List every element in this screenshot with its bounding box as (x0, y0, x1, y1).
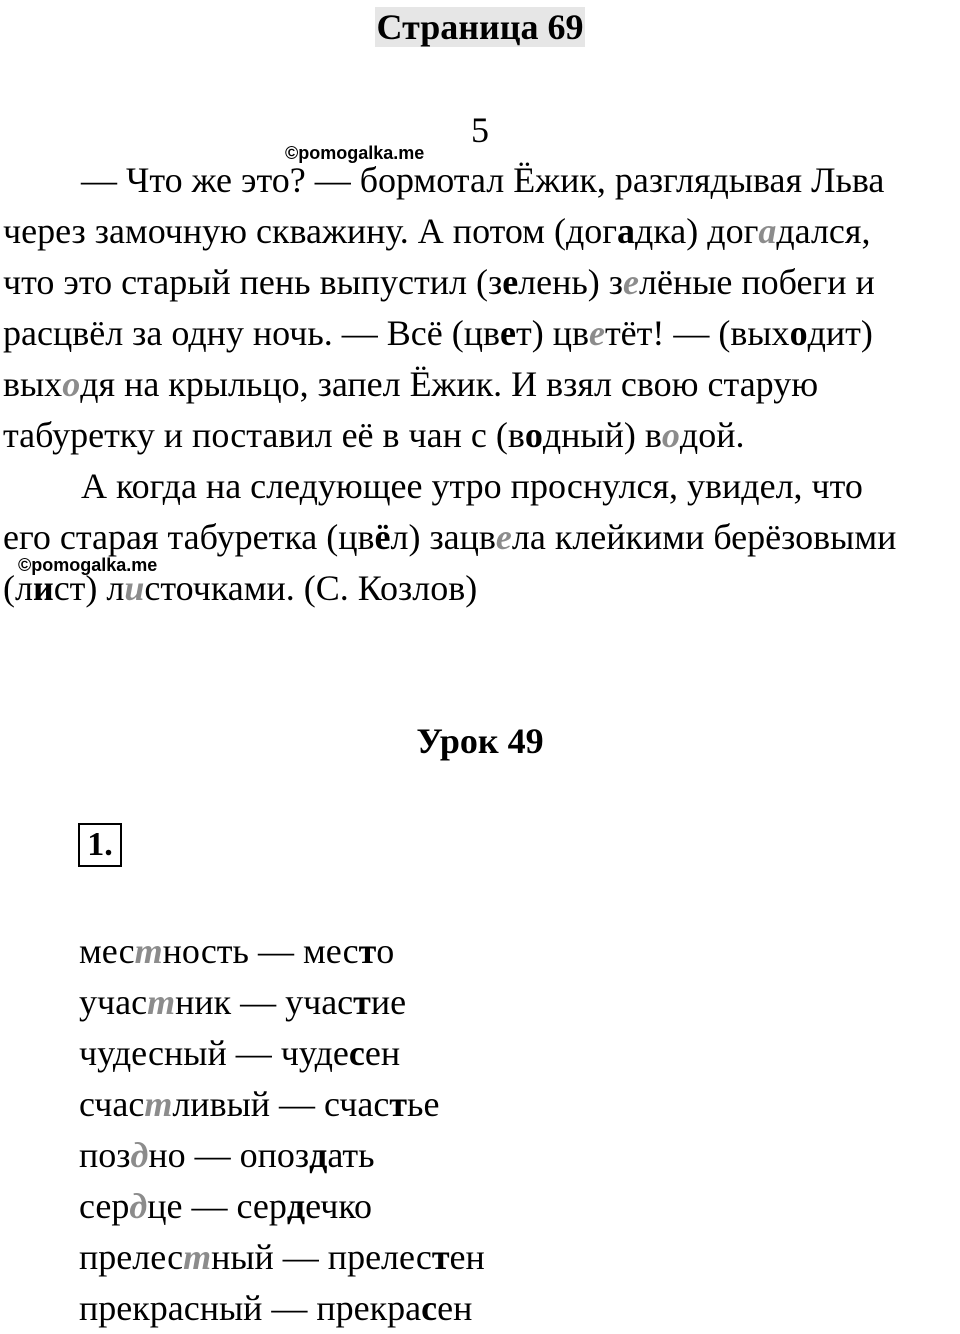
text-segment: учас (79, 982, 148, 1022)
text-line (3, 410, 960, 461)
text-segment: тёт! — (вых (604, 313, 790, 353)
text-segment: дя на крыльцо, запел Ёжик. И взял свою старую (80, 364, 819, 404)
highlighted-vowel: е (623, 262, 639, 302)
highlighted-vowel: д (130, 1135, 149, 1175)
text-line (3, 155, 960, 206)
text-segment: расцвёл за одну ночь. — Всё (цв (3, 313, 500, 353)
text-segment: но — опоз (148, 1135, 310, 1175)
text-segment: дался, (776, 211, 871, 251)
text-segment: ен (437, 1288, 473, 1328)
word-pair (79, 926, 485, 977)
bold-letter: ё (374, 517, 391, 557)
text-segment: его старая табуретка (цв (3, 517, 375, 557)
text-segment: вых (3, 364, 63, 404)
bold-letter: д (309, 1135, 328, 1175)
bold-letter: о (789, 313, 808, 353)
bold-letter: е (502, 262, 519, 302)
bold-letter: и (32, 568, 54, 608)
paragraph-2 (3, 461, 960, 614)
highlighted-vowel: е (588, 313, 605, 353)
text-segment: лень) з (518, 262, 624, 302)
text-segment: дой. (679, 415, 745, 455)
text-segment: (л (3, 568, 33, 608)
page-title (0, 6, 960, 48)
highlighted-vowel: т (147, 982, 176, 1022)
text-line (3, 206, 960, 257)
text-line (3, 461, 960, 512)
text-segment: прекрасный — прекра (79, 1288, 422, 1328)
task-number: 5 (471, 110, 489, 150)
text-segment: ст) л (53, 568, 125, 608)
word-pair (79, 1283, 485, 1334)
highlighted-vowel: т (183, 1237, 212, 1277)
text-line (3, 308, 960, 359)
bold-letter: т (431, 1237, 450, 1277)
highlighted-vowel: о (62, 364, 81, 404)
exercise-number: 1. (78, 823, 122, 867)
text-segment: ие (370, 982, 407, 1022)
bold-letter: а (617, 211, 636, 251)
bold-letter: д (286, 1186, 306, 1226)
highlighted-vowel: о (661, 415, 680, 455)
watermark: ©pomogalka.me (18, 555, 158, 575)
bold-letter: т (389, 1084, 408, 1124)
bold-letter: о (524, 415, 543, 455)
text-segment: сточками. (С. Козлов) (144, 568, 478, 608)
word-pairs-list (79, 926, 485, 1334)
text-segment: лёные побеги и (639, 262, 875, 302)
text-segment: дный) в (542, 415, 662, 455)
text-segment: что это старый пень выпустил (з (3, 262, 503, 302)
text-segment: о (376, 931, 395, 971)
text-segment: сер (79, 1186, 130, 1226)
word-pair (79, 1079, 485, 1130)
text-segment: ечко (305, 1186, 372, 1226)
word-pair (79, 1232, 485, 1283)
paragraph-1 (3, 155, 960, 461)
highlighted-vowel: т (144, 1084, 173, 1124)
text-segment: ье (407, 1084, 440, 1124)
text-line (3, 359, 960, 410)
bold-letter: с (421, 1288, 438, 1328)
word-pair (79, 1130, 485, 1181)
highlighted-vowel: е (495, 517, 512, 557)
text-segment: ник — учас (175, 982, 354, 1022)
text-segment: А когда на следующее утро проснулся, увидел, что (81, 466, 863, 506)
page-title-text: Страница 69 (376, 7, 584, 47)
bold-letter: т (358, 931, 377, 971)
text-segment: ать (327, 1135, 375, 1175)
text-segment: ность — мес (162, 931, 359, 971)
lesson-title: Урок 49 (416, 721, 544, 761)
text-segment: ный — прелес (211, 1237, 432, 1277)
word-pair (79, 1181, 485, 1232)
text-segment: ен (364, 1033, 401, 1073)
text-segment: через замочную скважину. А потом (дог (3, 211, 618, 251)
text-segment: чудесный — чуде (79, 1033, 349, 1073)
highlighted-vowel: т (134, 931, 163, 971)
highlighted-vowel: д (129, 1186, 148, 1226)
text-segment: дит) (807, 313, 873, 353)
text-line (3, 257, 960, 308)
text-segment: мес (79, 931, 135, 971)
highlighted-vowel: и (124, 568, 145, 608)
text-segment: це — сер (147, 1186, 287, 1226)
text-segment: поз (79, 1135, 131, 1175)
text-segment: т) цв (515, 313, 589, 353)
text-segment: счас (79, 1084, 145, 1124)
text-segment: табуретку и поставил её в чан с (в (3, 415, 525, 455)
text-segment: дка) дог (635, 211, 759, 251)
bold-letter: с (348, 1033, 365, 1073)
text-segment: прелес (79, 1237, 184, 1277)
word-pair (79, 977, 485, 1028)
bold-letter: т (353, 982, 371, 1022)
text-segment: ен (449, 1237, 485, 1277)
text-segment: — Что же это? — бормотал Ёжик, разглядывая Льва (81, 160, 885, 200)
text-segment: ла клейкими берёзовыми (511, 517, 897, 557)
text-segment: ливый — счас (172, 1084, 390, 1124)
watermark: ©pomogalka.me (285, 143, 425, 163)
bold-letter: е (500, 313, 516, 353)
word-pair (79, 1028, 485, 1079)
highlighted-vowel: а (758, 211, 777, 251)
text-segment: л) зацв (390, 517, 496, 557)
